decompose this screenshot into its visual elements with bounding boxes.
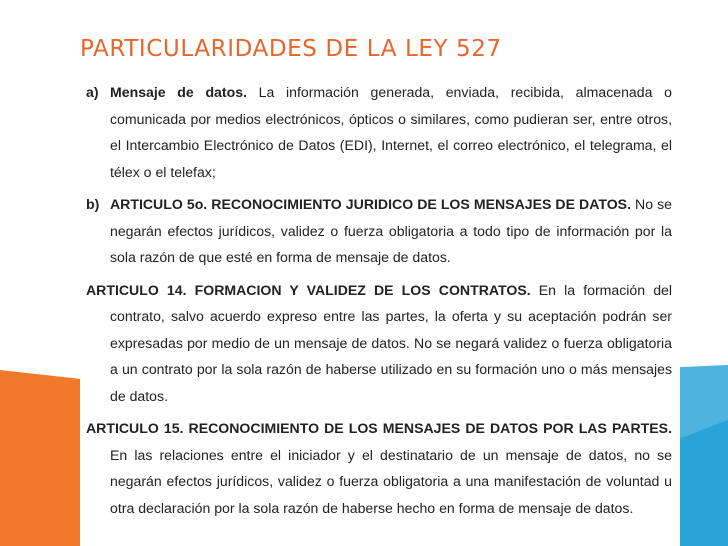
- paragraph-article-14: [86, 277, 672, 410]
- paragraph-a: [86, 79, 672, 185]
- item-text: En la formación del contrato, salvo acuerdo expreso entre las partes, la oferta y su aceptación podrán ser expresadas por medio de un mensaje de datos. No se negará validez o fuerza obligatoria a un contrato por la sola razón de haberse utilizado en su formación uno o más mensajes de datos.: [110, 281, 672, 404]
- item-text: No se negarán efectos jurídicos, validez o fuerza obligatoria a todo tipo de información por la sola razón de que esté en forma de mensaje de datos.: [110, 196, 672, 265]
- item-heading: Mensaje de datos.: [110, 84, 247, 100]
- item-label: a): [86, 84, 99, 100]
- item-heading: ARTICULO 5o. RECONOCIMIENTO JURIDICO DE LOS MENSAJES DE DATOS.: [110, 196, 631, 212]
- item-label: b): [86, 196, 100, 212]
- slide-content: [86, 79, 672, 525]
- paragraph-article-15: [86, 415, 672, 521]
- item-text: La información generada, enviada, recibida, almacenada o comunicada por medios electrónicos, ópticos o similares, como pudieran ser, entre otros, el Intercambio Electrónico de Datos (EDI), Internet, el correo electrónico, el telegrama, el télex o el telefax;: [110, 84, 672, 180]
- slide-title: PARTICULARIDADES DE LA LEY 527: [80, 36, 502, 62]
- paragraph-b: [86, 191, 672, 271]
- item-heading: ARTICULO 15. RECONOCIMIENTO DE LOS MENSAJES DE DATOS POR LAS PARTES.: [86, 420, 672, 436]
- item-heading: ARTICULO 14. FORMACION Y VALIDEZ DE LOS CONTRATOS.: [86, 281, 531, 298]
- item-text: En las relaciones entre el iniciador y el destinatario de un mensaje de datos, no se negarán efectos jurídicos, validez o fuerza obligatoria a una manifestación de voluntad u otra declaración por la sola razón de haberse hecho en forma de mensaje de datos.: [110, 446, 672, 516]
